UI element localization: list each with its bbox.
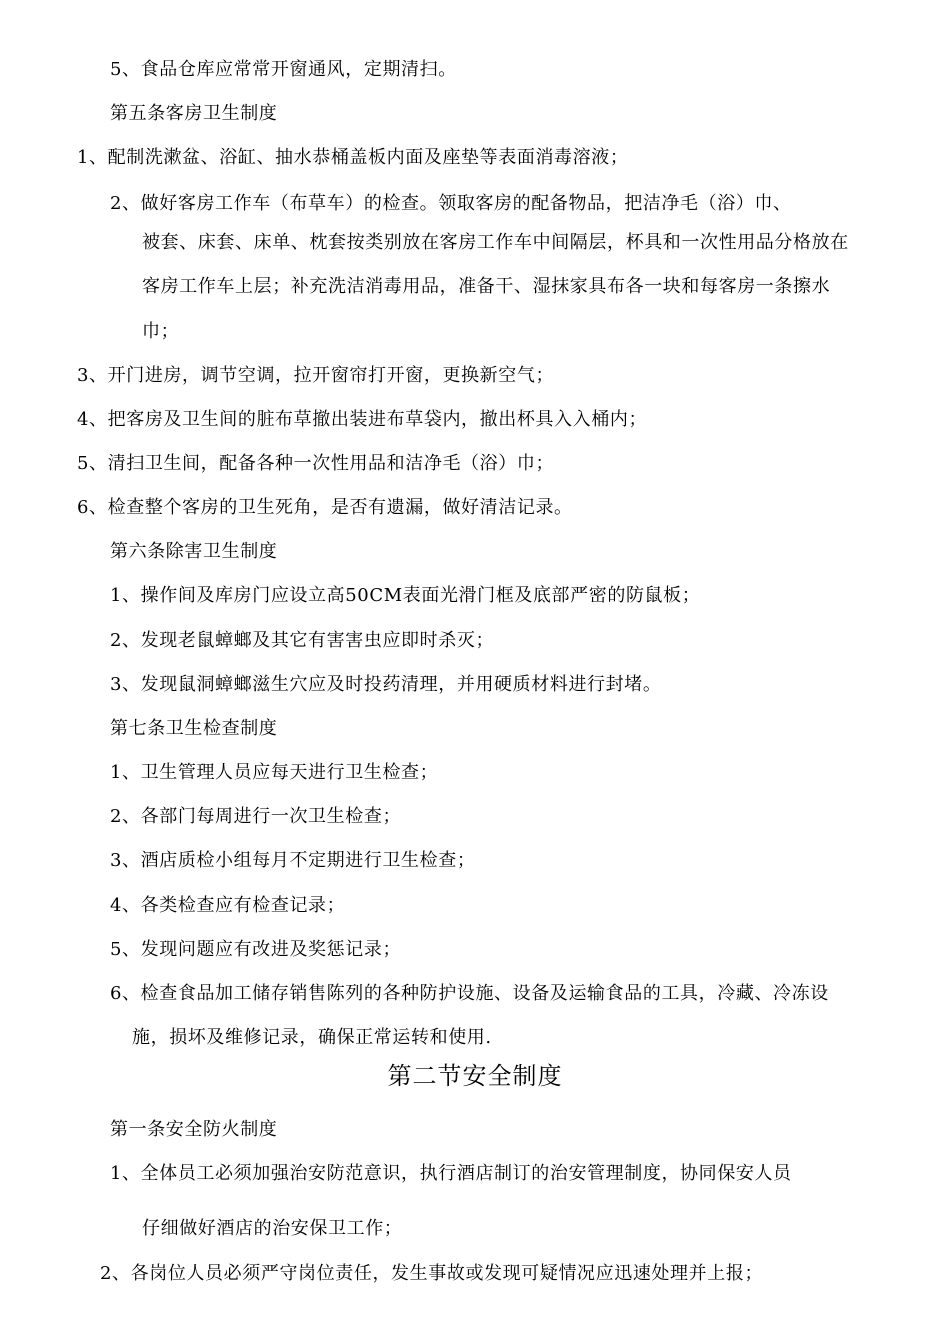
article-7-heading: 第七条卫生检查制度 <box>110 718 278 739</box>
room-hygiene-item-3: 3、开门进房，调节空调，拉开窗帘打开窗，更换新空气； <box>77 365 555 386</box>
room-hygiene-item-2: 2、做好客房工作车（布草车）的检查。领取客房的配备物品，把洁净毛（浴）巾、 <box>110 193 792 214</box>
pest-control-item-1: 1、操作间及库房门应设立高50CM表面光滑门框及底部严密的防鼠板； <box>110 585 701 606</box>
inspection-item-6-cont: 施，损坏及维修记录，确保正常运转和使用. <box>132 1027 492 1048</box>
article-6-heading: 第六条除害卫生制度 <box>110 541 278 562</box>
article-5-heading: 第五条客房卫生制度 <box>110 103 278 124</box>
room-hygiene-item-2-cont-1: 被套、床套、床单、枕套按类别放在客房工作车中间隔层，杯具和一次性用品分格放在 <box>142 232 849 253</box>
inspection-item-4: 4、各类检查应有检查记录； <box>110 895 346 916</box>
fire-safety-item-1: 1、全体员工必须加强治安防范意识，执行酒店制订的治安管理制度，协同保安人员 <box>110 1163 792 1184</box>
safety-article-1-heading: 第一条安全防火制度 <box>110 1119 278 1140</box>
room-hygiene-item-1: 1、配制洗漱盆、浴缸、抽水恭桶盖板内面及座垫等表面消毒溶液； <box>77 147 629 168</box>
room-hygiene-item-4: 4、把客房及卫生间的脏布草撤出装进布草袋内，撤出杯具入入桶内； <box>77 409 648 430</box>
room-hygiene-item-2-cont-2: 客房工作车上层；补充洗洁消毒用品，准备干、湿抹家具布各一块和每客房一条擦水 <box>142 276 831 297</box>
room-hygiene-item-5: 5、清扫卫生间，配备各种一次性用品和洁净毛（浴）巾； <box>77 453 555 474</box>
room-hygiene-item-2-cont-3: 巾； <box>142 321 180 342</box>
fire-safety-item-2: 2、各岗位人员必须严守岗位责任，发生事故或发现可疑情况应迅速处理并上报； <box>100 1263 764 1284</box>
inspection-item-1: 1、卫生管理人员应每天进行卫生检查； <box>110 762 439 783</box>
pest-control-item-2: 2、发现老鼠蟑螂及其它有害害虫应即时杀灭； <box>110 630 495 651</box>
food-warehouse-item-5: 5、食品仓库应常常开窗通风，定期清扫。 <box>110 59 457 80</box>
inspection-item-5: 5、发现问题应有改进及奖惩记录； <box>110 939 402 960</box>
fire-safety-item-1-cont: 仔细做好酒店的治安保卫工作； <box>142 1218 403 1239</box>
inspection-item-3: 3、酒店质检小组每月不定期进行卫生检查； <box>110 850 476 871</box>
inspection-item-6: 6、检查食品加工储存销售陈列的各种防护设施、设备及运输食品的工具，冷藏、冷冻设 <box>110 983 829 1004</box>
section-2-title: 第二节安全制度 <box>387 1062 563 1090</box>
inspection-item-2: 2、各部门每周进行一次卫生检查； <box>110 806 402 827</box>
room-hygiene-item-6: 6、检查整个客房的卫生死角，是否有遗漏，做好清洁记录。 <box>77 497 573 518</box>
pest-control-item-3: 3、发现鼠洞蟑螂滋生穴应及时投药清理，并用硬质材料进行封堵。 <box>110 674 662 695</box>
